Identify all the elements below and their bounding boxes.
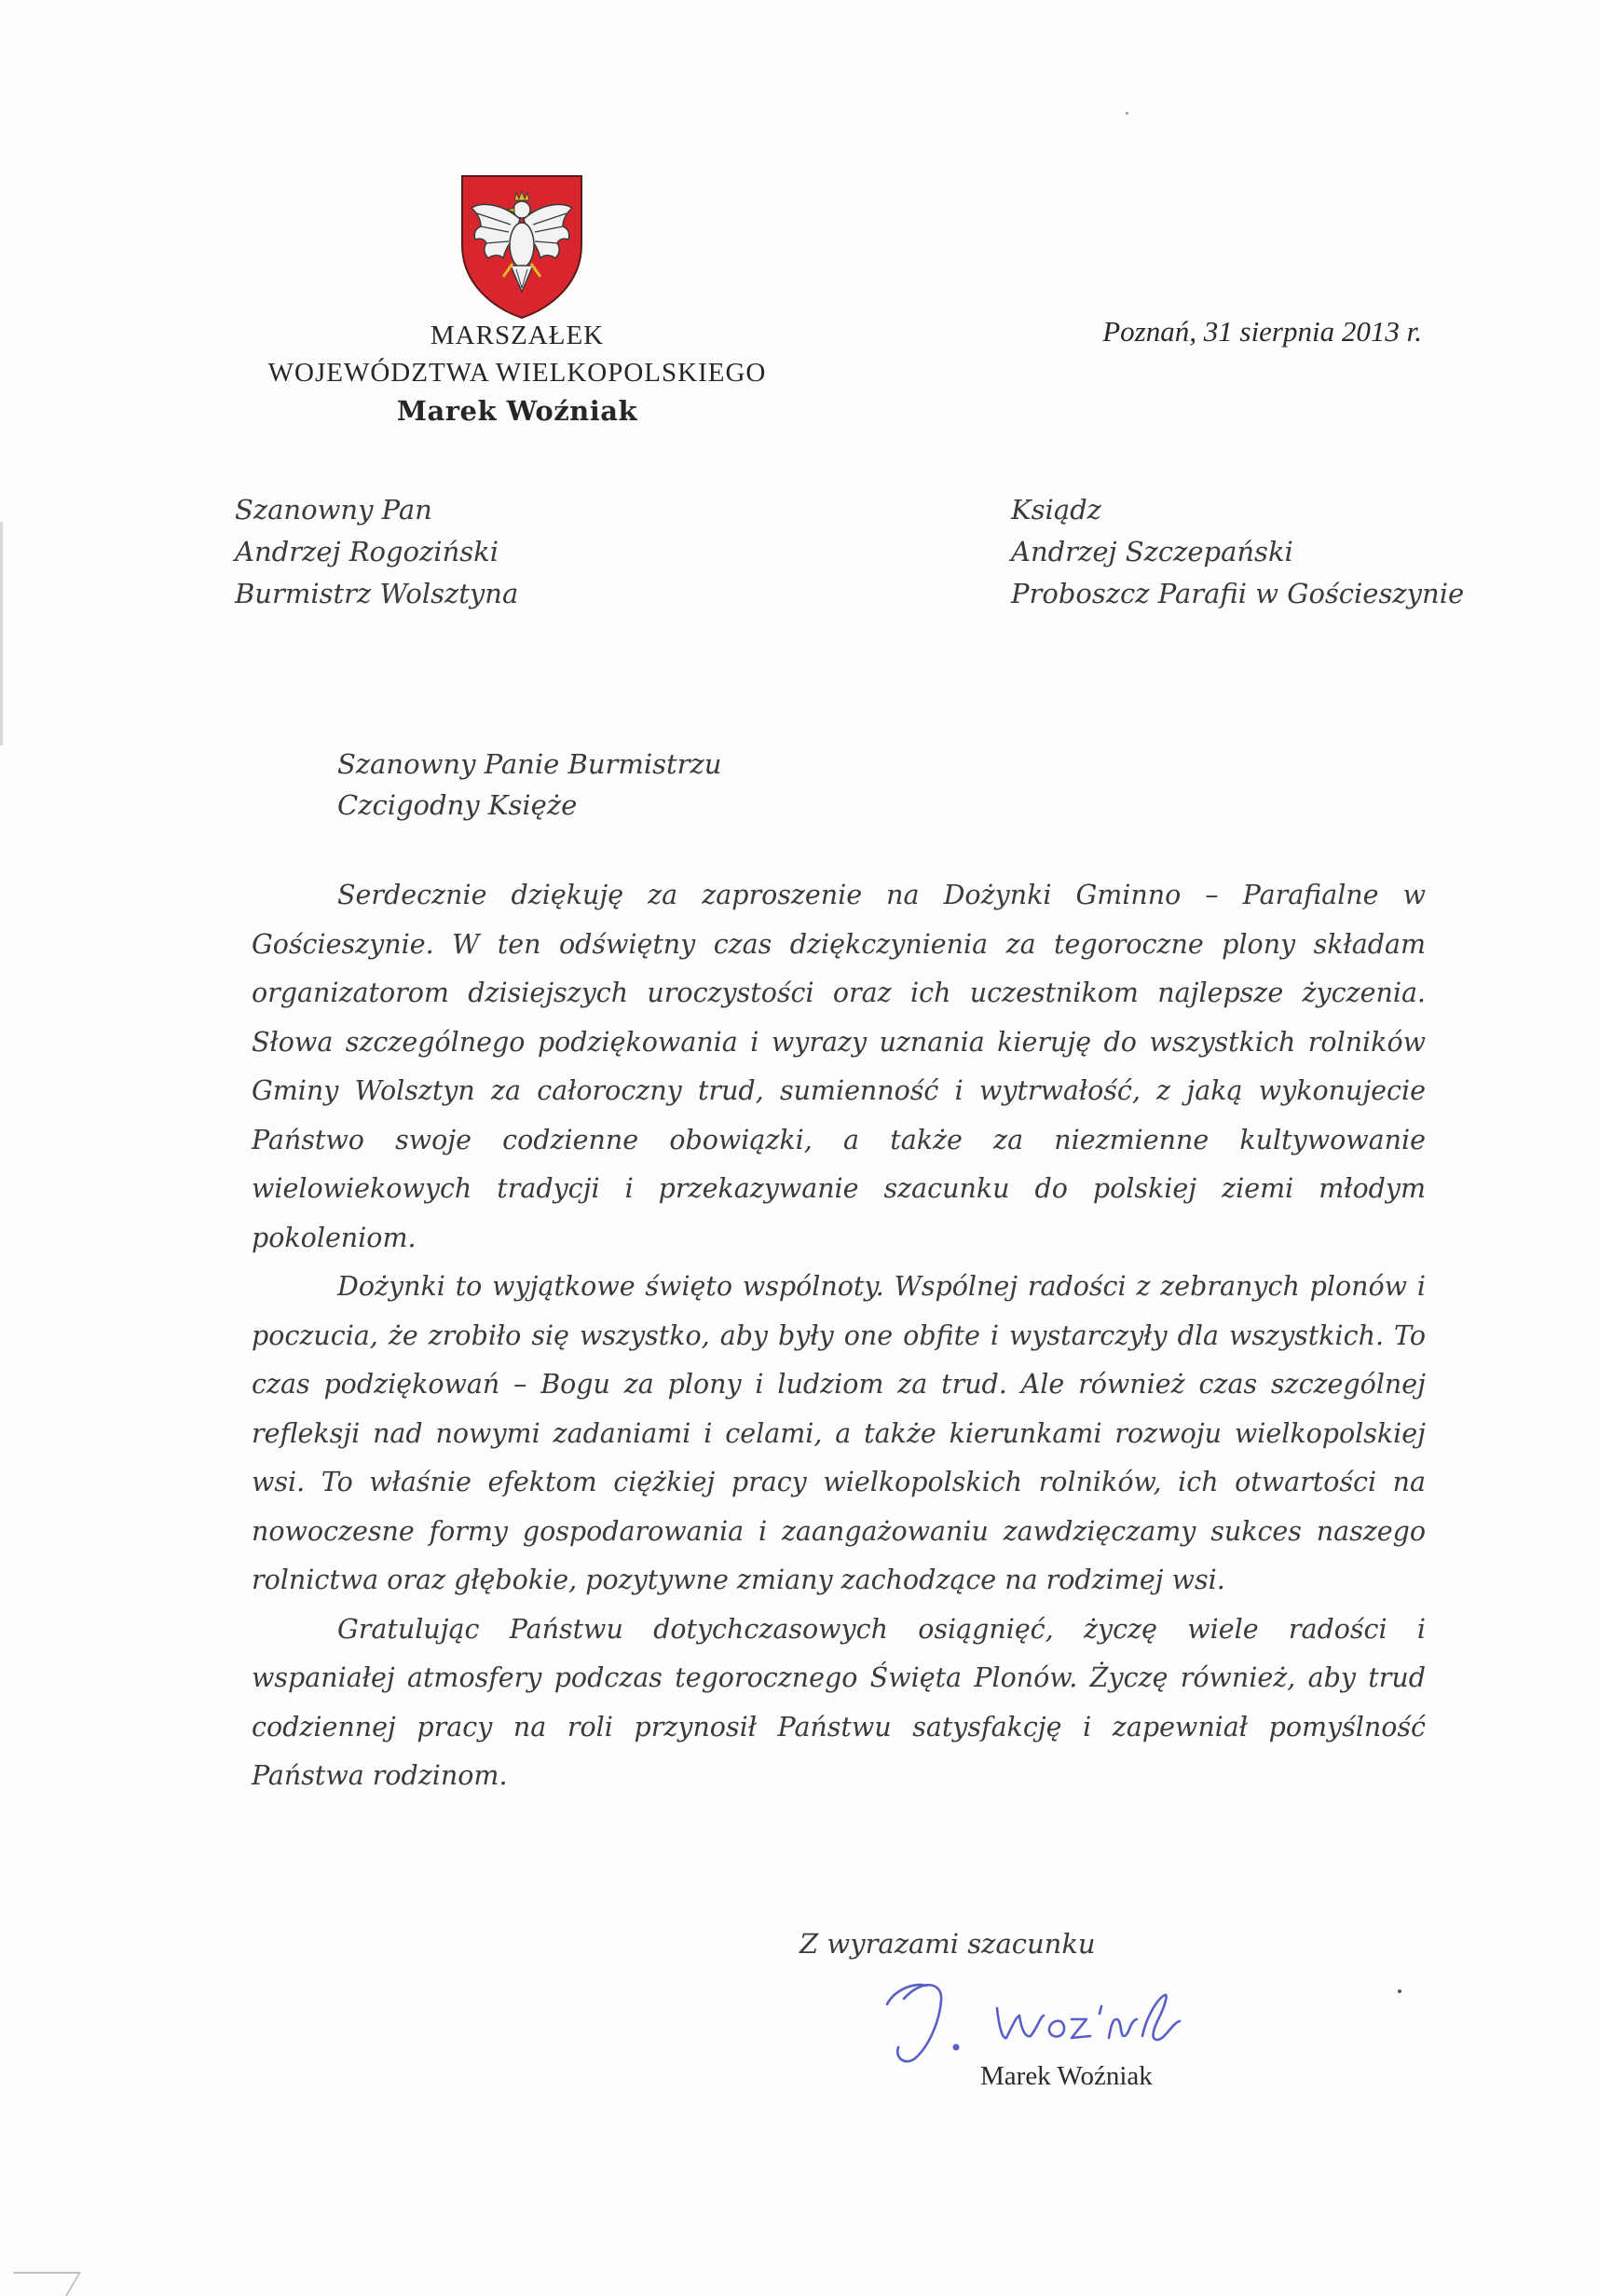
addressee-right-line: Proboszcz Parafii w Gościeszynie	[1011, 578, 1465, 609]
addressee-right-line: Andrzej Szczepański	[1011, 536, 1293, 567]
salutation	[337, 744, 722, 826]
letterhead-title: MARSZAŁEK	[430, 321, 605, 350]
body-paragraph: Serdecznie dziękuję za zaproszenie na Dożynki Gminno – Parafialne w Gościeszynie. W ten odświętny czas dziękczynienia za tegoroczne plony składam organizatorom dzisiejszych uroczystości oraz ich uczestnikom najlepsze życzenia. Słowa szczególnego podziękowania i wyrazy uznania kieruję do wszystkich rolników Gminy Wolsztyn za całoroczny trud, sumienność i wytrwałość, z jaką wykonujecie Państwo swoje codzienne obowiązki, a także za niezmienne kultywowanie wielowiekowych tradycji i przekazywanie szacunku do polskiej ziemi młodym pokoleniom.	[252, 880, 1426, 1253]
body-paragraph: Gratulując Państwu dotychczasowych osiągnięć, życzę wiele radości i wspaniałej atmosfery podczas tegorocznego Święta Plonów. Życzę również, aby trud codziennej pracy na roli przynosił Państwu satysfakcję i zapewniał pomyślność Państwa rodzinom.	[252, 1613, 1426, 1791]
body-paragraph: Dożynki to wyjątkowe święto wspólnoty. Wspólnej radości z zebranych plonów i poczucia, że zrobiło się wszystko, aby były one obfite i wystarczyły dla wszystkich. To czas podziękowań – Bogu za plony i ludziom za trud. Ale również czas szczególnej refleksji nad nowymi zadaniami i celami, a także kierunkami rozwoju wielkopolskiej wsi. To właśnie efektom ciężkiej pracy wielkopolskich rolników, ich otwartości na nowoczesne formy gospodarowania i zaangażowaniu zawdzięczamy sukces naszego rolnictwa oraz głębokie, pozytywne zmiany zachodzące na rodzimej wsi.	[252, 1271, 1426, 1595]
letter-body	[252, 871, 1426, 1801]
addressee-left-line: Szanowny Pan	[235, 494, 432, 526]
addressee-right-line: Ksiądz	[1011, 494, 1101, 526]
addressee-left-line: Burmistrz Wolsztyna	[235, 578, 519, 609]
addressee-right	[1011, 489, 1464, 615]
salutation-line: Szanowny Panie Burmistrzu	[337, 748, 722, 780]
addressee-left-line: Andrzej Rogoziński	[235, 536, 499, 567]
coat-of-arms-emblem	[457, 172, 587, 321]
place-and-date: Poznań, 31 sierpnia 2013 r.	[1102, 315, 1422, 348]
closing-phrase: Z wyrazami szacunku	[800, 1928, 1096, 1960]
signer-name: Marek Woźniak	[980, 2061, 1153, 2091]
scan-edge-artifact	[0, 522, 3, 745]
scan-corner-artifact	[0, 2272, 81, 2296]
salutation-line: Czcigodny Księże	[337, 789, 578, 821]
addressee-left	[235, 489, 518, 615]
letterhead-region: WOJEWÓDZTWA WIELKOPOLSKIEGO	[267, 358, 767, 388]
letterhead-name: Marek Woźniak	[396, 395, 638, 427]
scan-speck	[1398, 1989, 1401, 1993]
letterhead	[228, 317, 806, 430]
scan-speck	[1126, 112, 1128, 115]
handwritten-signature	[867, 1961, 1239, 2073]
